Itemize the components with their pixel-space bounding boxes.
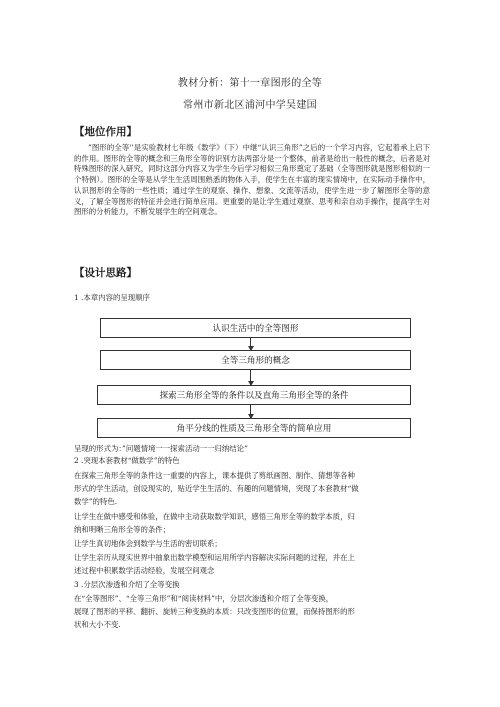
design-line: 在“全等图形”、“全等三角形”和“阅读材料”中，分层次渗透和介绍了全等变换， (74, 594, 334, 603)
flowchart-step-4: 角平分线的性质及三角形全等的简单应用 (97, 418, 411, 438)
design-subheading-1: 1 .本章内容的呈现顺序 (74, 293, 150, 302)
flowchart-arrow-down-icon (250, 338, 251, 350)
design-line: 状和大小不变. (74, 620, 121, 629)
design-line: 让学生真切地体会到数学与生活的密切联系； (74, 539, 222, 548)
design-line: 展现了图形的平移、翻折、旋转三种变换的本质：只改变图形的位置，而保持图形的形 (74, 607, 355, 616)
section-heading-position: 【地位作用】 (74, 126, 137, 138)
design-line: 纳和明晰三角形全等的条件； (74, 525, 171, 534)
design-line: 呈现的形式为：”问题情境一一探索活动一一归纳结论” (74, 444, 248, 453)
design-subheading-3: 3 .分层次渗透和介绍了全等变换 (74, 580, 180, 589)
flowchart-step-1: 认识生活中的全等图形 (100, 318, 411, 338)
design-line: 数学”的特色. (74, 497, 118, 506)
flowchart-step-2: 全等三角形的概念 (100, 350, 411, 370)
design-line: 述过程中积累数学活动经验，发展空间观念 (74, 566, 215, 575)
document-author: 常州市新北区浦河中学吴建国 (183, 100, 317, 111)
section-heading-design: 【设计思路】 (74, 267, 137, 279)
design-line: 形式的学生活动，创设现实的，贴近学生生活的、有趣的问题情境，突现了本套教材“做 (74, 484, 359, 493)
document-title: 教材分析：第十一章图形的全等 (177, 78, 323, 89)
flowchart-arrow-down-icon (250, 405, 251, 418)
flowchart-step-3: 探索三角形全等的条件以及直角三角形全等的条件 (97, 385, 411, 405)
flowchart-arrow-down-icon (250, 370, 251, 385)
design-line: 让学生亲历从现实世界中抽象出数学模型和运用所学内容解决实际问题的过程，并在上 (74, 553, 355, 562)
position-paragraph-text: ”图形的全等'’是实验教材七年级《数学》（下）中继“认识三角形”之后的一个学习内容，它起着承上启下的作用。图形的全等的概念和三角形全等的识别方法两部分是一个整体，前者是给出一般性的概念，后者是对特殊图形的深入研究，同时这部分内容又为学生今后学习相似三角形奠定了基础（全等图形就是图形相似的一个特例）。图形的全等是从学生生活周围熟悉的物体入手，使学生在丰富的现实情境中，在实际动手操作中，认识图形的全等的一些性质；通过学生的观察、操作、想象、交流等活动，使学生进一步了解图形全等的意义，了解全等图形的特征并会进行简单应用。更重要的是让学生通过观察、思考和亲自动手操作，提高学生对图形的分析能力，不断发展学生的空间观念。 (74, 143, 430, 217)
design-line: 在探索三角形全等的条件这一重要的内容上，课本提供了剪纸画图、制作、猜想等各种 (74, 471, 355, 480)
design-line: 让学生在做中感受和体验，在做中主动获取数学知识，感悟三角形全等的数学本质，归 (74, 512, 355, 521)
design-subheading-2: 2 .突现本套教材“做数学”的特色 (74, 456, 180, 465)
